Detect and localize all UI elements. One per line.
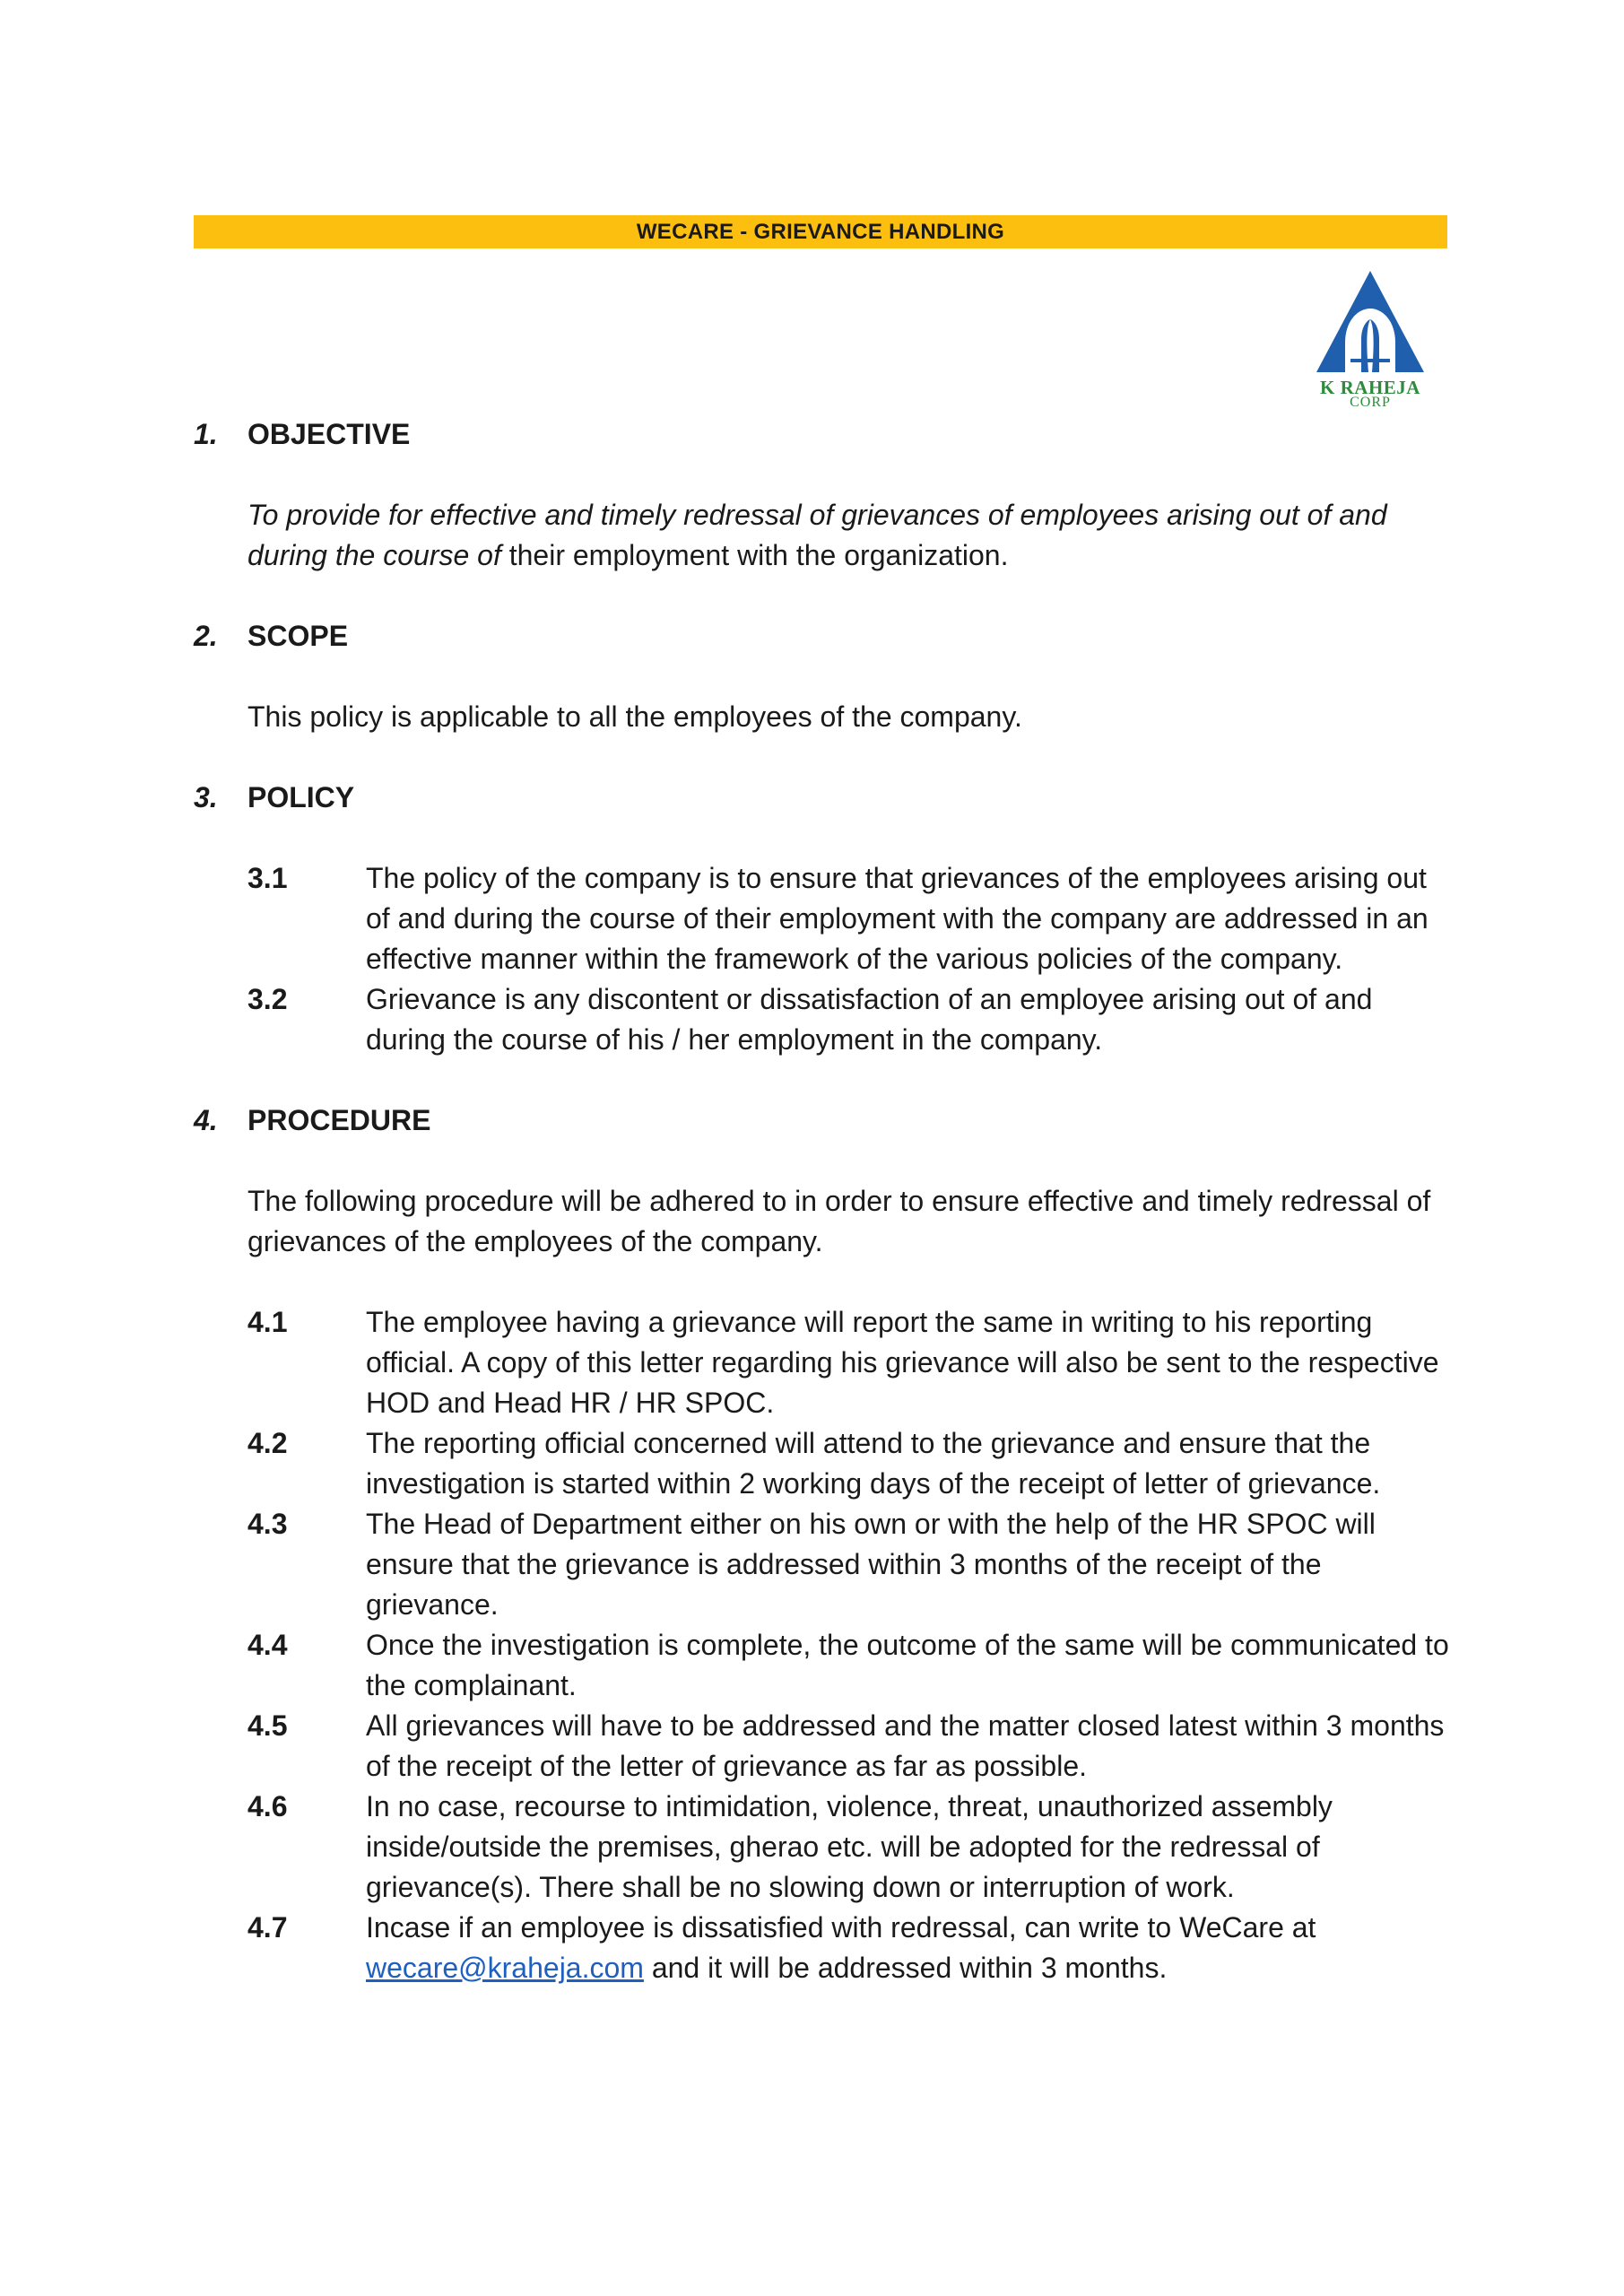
document-title: WECARE - GRIEVANCE HANDLING xyxy=(636,219,1005,244)
k-raheja-logo xyxy=(1315,269,1426,413)
list-item xyxy=(248,1504,1449,1625)
item-number: 4.7 xyxy=(248,1911,288,1944)
list-item xyxy=(248,1787,1449,1908)
section-heading xyxy=(194,778,1449,818)
section-heading xyxy=(194,1100,1449,1141)
section-number: 4. xyxy=(194,1104,218,1136)
item-number: 4.4 xyxy=(248,1629,288,1661)
item-text: The employee having a grievance will report the same in writing to his reporting official. A copy of this letter regarding his grievance will also be sent to the respective HOD and Head HR / HR SPOC. xyxy=(366,1306,1439,1419)
item-text: In no case, recourse to intimidation, violence, threat, unauthorized assembly inside/outside the premises, gherao etc. will be adopted for the redressal of grievance(s). There shall be no slowing down or interruption of work. xyxy=(366,1790,1333,1903)
section-title: PROCEDURE xyxy=(248,1104,431,1136)
procedure-items xyxy=(248,1302,1449,1988)
item-number: 3.2 xyxy=(248,983,288,1015)
logo-sub: CORP xyxy=(1350,395,1391,410)
item-text: The reporting official concerned will attend to the grievance and ensure that the investigation is started within 2 working days of the receipt of letter of grievance. xyxy=(366,1427,1381,1500)
list-item xyxy=(248,858,1449,979)
item-text: Grievance is any discontent or dissatisfaction of an employee arising out of and during the course of his / her employment in the company. xyxy=(366,983,1373,1056)
item-text: Once the investigation is complete, the outcome of the same will be communicated to the complainant. xyxy=(366,1629,1449,1701)
item-number: 3.1 xyxy=(248,862,288,894)
list-item xyxy=(248,1302,1449,1423)
section-number: 3. xyxy=(194,781,218,813)
section-policy xyxy=(194,778,1449,1060)
item-text-before-link: Incase if an employee is dissatisfied with redressal, can write to WeCare at xyxy=(366,1911,1316,1944)
logo-triangle-icon xyxy=(1315,269,1426,377)
list-item xyxy=(248,1625,1449,1706)
item-text: All grievances will have to be addressed and the matter closed latest within 3 months of the receipt of the letter of grievance as far as possible. xyxy=(366,1709,1445,1782)
section-title: POLICY xyxy=(248,781,355,813)
list-item xyxy=(248,979,1449,1060)
section-procedure xyxy=(194,1100,1449,1988)
scope-text: This policy is applicable to all the employees of the company. xyxy=(248,700,1022,733)
list-item xyxy=(248,1423,1449,1504)
section-title: OBJECTIVE xyxy=(248,418,411,450)
objective-text xyxy=(248,495,1449,576)
item-text xyxy=(366,1908,1449,1988)
item-number: 4.6 xyxy=(248,1790,288,1822)
item-text-after-link: and it will be addressed within 3 months. xyxy=(643,1952,1168,1984)
list-item xyxy=(248,1706,1449,1787)
wecare-email-link[interactable]: wecare@kraheja.com xyxy=(366,1952,644,1984)
section-title: SCOPE xyxy=(248,620,349,652)
item-text: The policy of the company is to ensure that grievances of the employees arising out of and during the course of their employment with the company are addressed in an effective manner within the framework of the various policies of the company. xyxy=(366,862,1429,975)
item-number: 4.5 xyxy=(248,1709,288,1742)
title-bar xyxy=(194,215,1447,248)
objective-regular-text: their employment with the organization. xyxy=(500,539,1009,571)
item-number: 4.3 xyxy=(248,1508,288,1540)
section-number: 1. xyxy=(194,418,218,450)
document-body xyxy=(194,414,1449,2029)
section-objective xyxy=(194,414,1449,576)
item-number: 4.1 xyxy=(248,1306,288,1338)
item-number: 4.2 xyxy=(248,1427,288,1459)
objective-italic-text: To provide for effective and timely redressal of grievances of employees arising out of and during the course of xyxy=(248,499,1387,571)
section-number: 2. xyxy=(194,620,218,652)
procedure-intro-text: The following procedure will be adhered to in order to ensure effective and timely redressal of grievances of the employees of the company. xyxy=(248,1185,1431,1257)
policy-items xyxy=(248,858,1449,1060)
logo-name: K RAHEJA xyxy=(1320,377,1420,398)
section-heading xyxy=(194,616,1449,657)
section-heading xyxy=(194,414,1449,455)
section-scope xyxy=(194,616,1449,737)
list-item xyxy=(248,1908,1449,1988)
item-text: The Head of Department either on his own or with the help of the HR SPOC will ensure that the grievance is addressed within 3 months of the receipt of the grievance. xyxy=(366,1508,1376,1621)
